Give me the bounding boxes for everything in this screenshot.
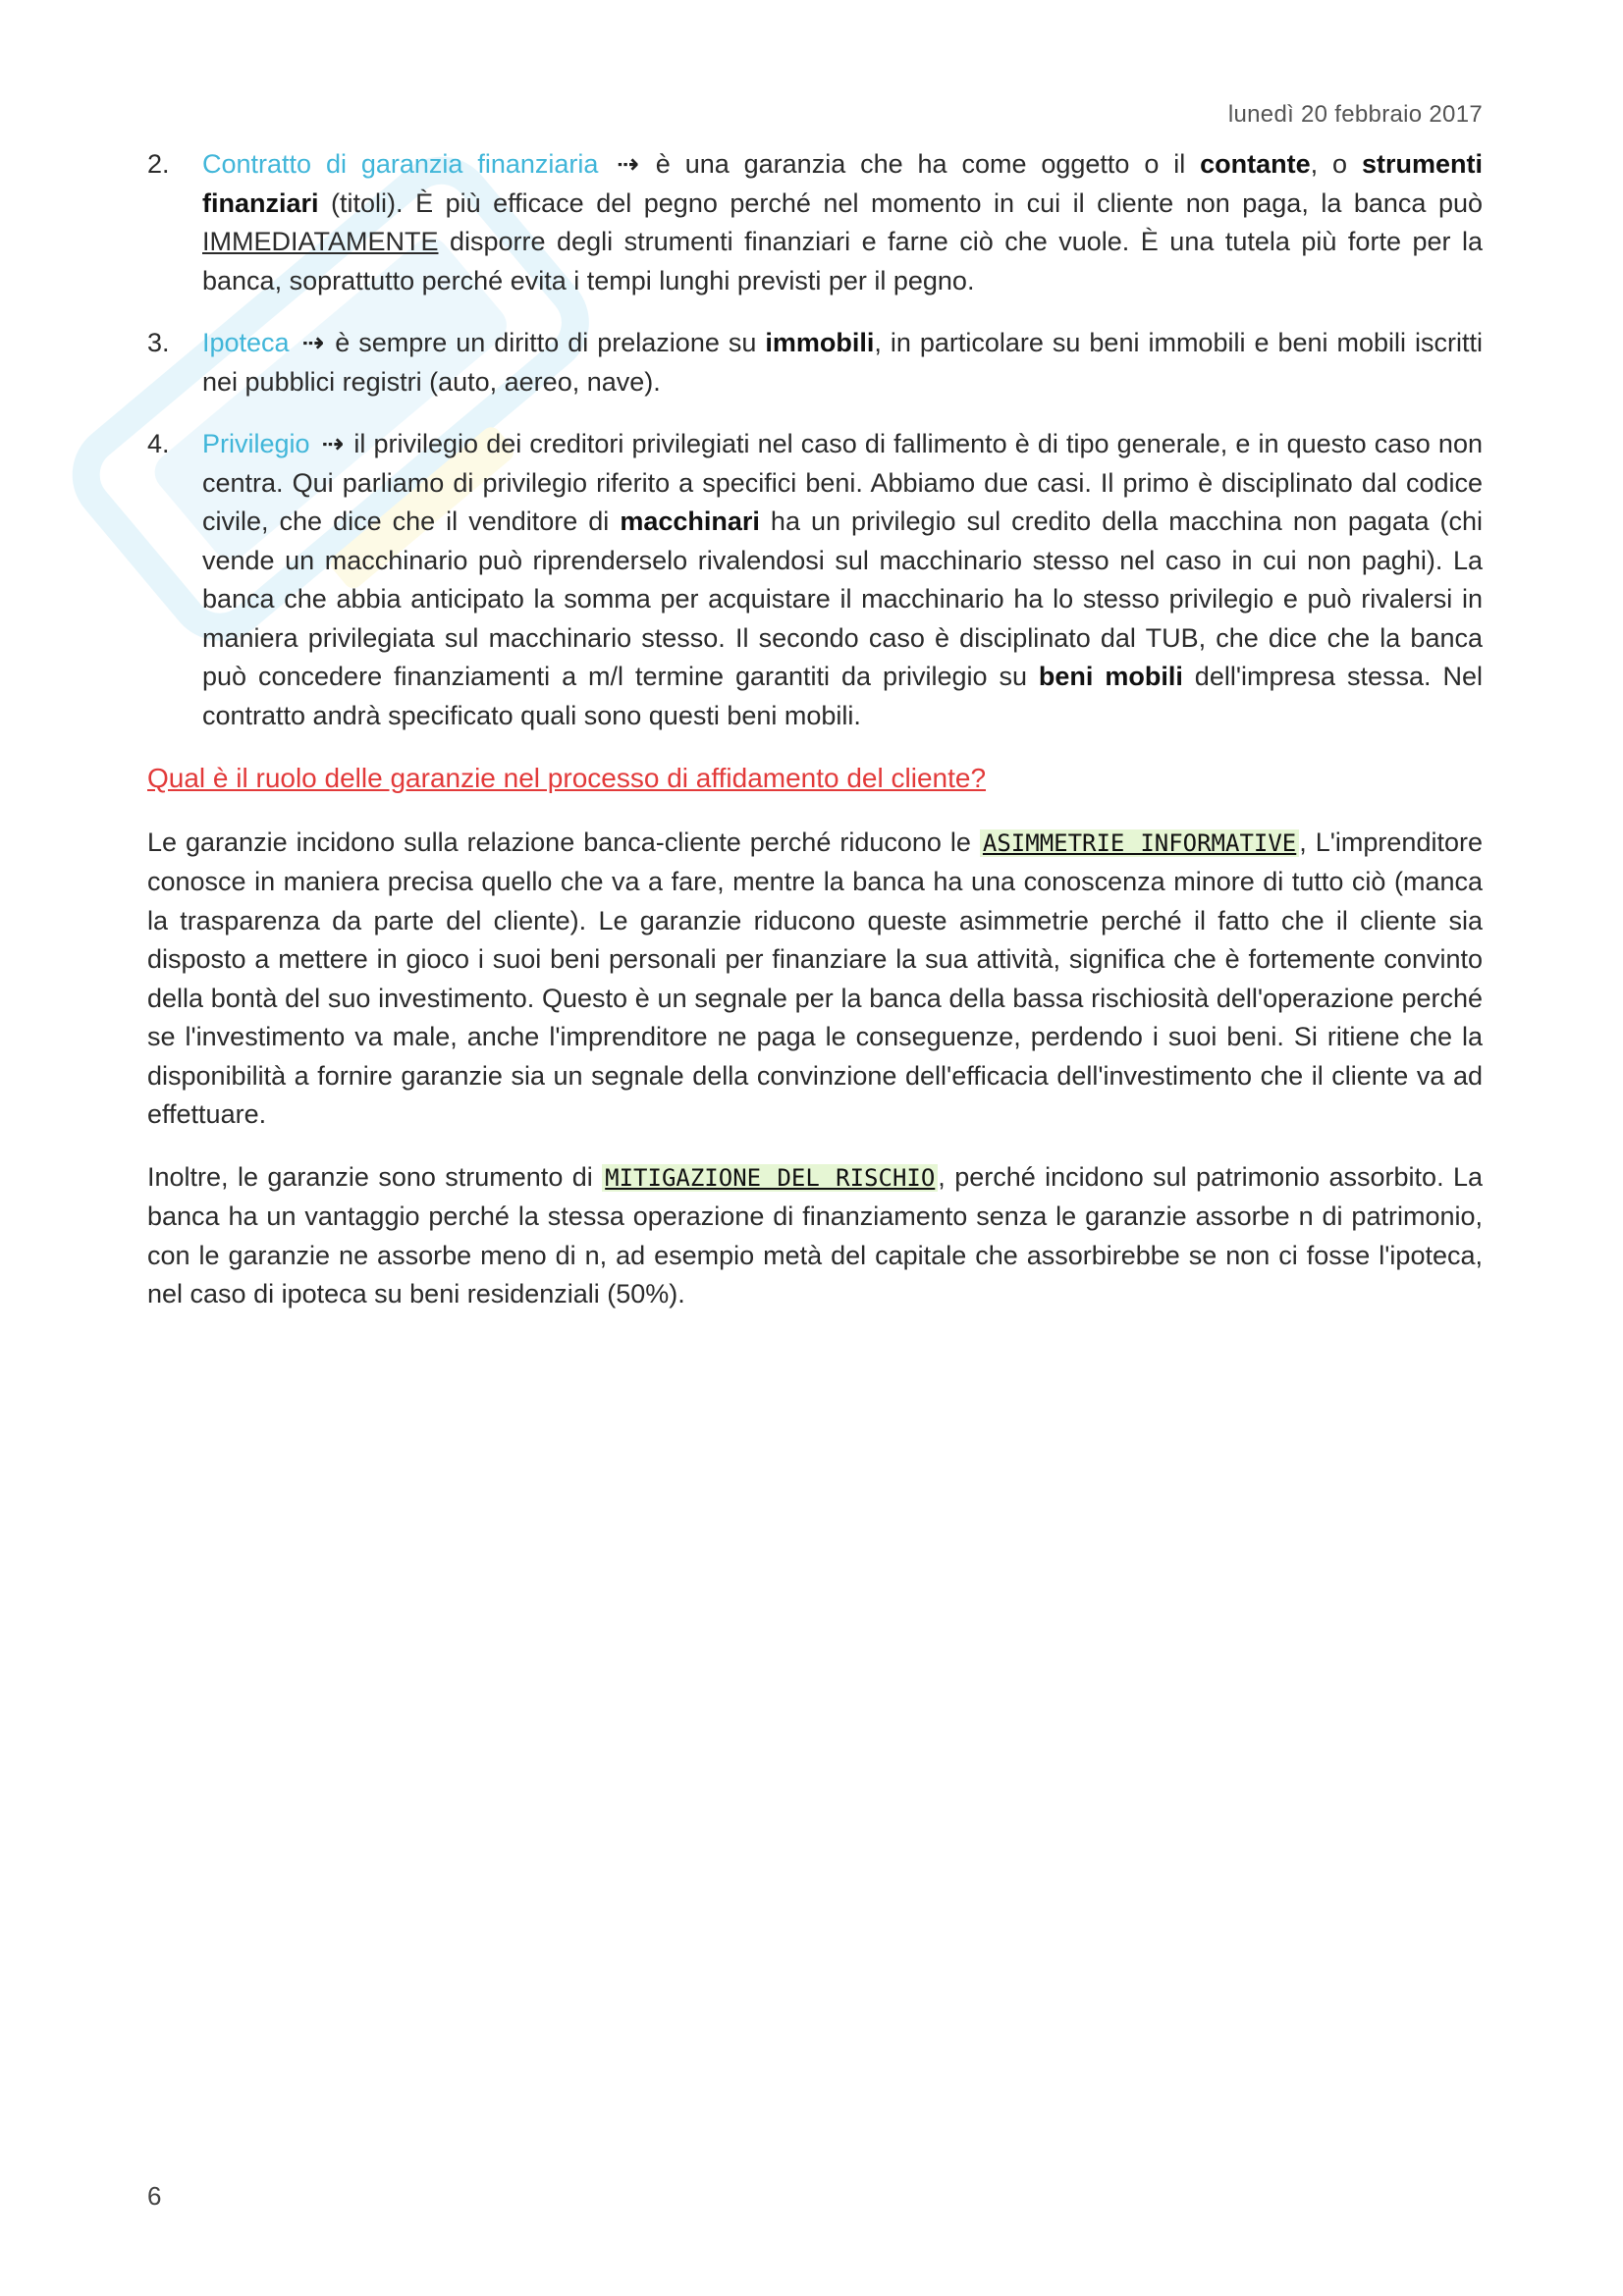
text-span: , L'imprenditore conosce in maniera precisa quello che va a fare, mentre la banca ha una conoscenza minore di tutto ciò (manca la trasparenza da parte del cliente). Le garanzie riducono queste asimmetrie perché il fatto che il cliente sia disposto a mettere in gioco i suoi beni personali per finanziare la sua attività, significa che è fortemente convinto della bontà del suo investimento. Questo è un segnale per la banca della bassa rischiosità dell'operazione perché se l'investimento va male, anche l'imprenditore ne paga le conseguenze, perdendo i suoi beni. Si ritiene che la disponibilità a fornire garanzie sia un segnale della convinzione dell'efficacia dell'investimento che il cliente va ad effettuare.	[147, 827, 1483, 1129]
text-span: , o	[1310, 149, 1362, 179]
document-date: lunedì 20 febbraio 2017	[1227, 101, 1483, 128]
paragraph-mitigazione	[147, 1158, 1483, 1314]
list-number: 2.	[147, 149, 170, 179]
text-span: , perché incidono sul patrimonio assorbito. La banca ha un vantaggio perché la stessa operazione di finanziamento senza le garanzie assorbe n di patrimonio, con le garanzie ne assorbe meno di n, ad esempio metà del capitale che assorbirebbe se non ci fosse l'ipoteca, nel caso di ipoteca su beni residenziali (50%).	[147, 1161, 1484, 1308]
underlined-term: IMMEDIATAMENTE	[202, 227, 439, 256]
list-number: 3.	[147, 328, 170, 357]
list-item-text	[202, 145, 1483, 300]
arrow-icon: ⇢	[301, 328, 323, 357]
list-item-2	[147, 145, 1483, 300]
highlighted-term: MITIGAZIONE DEL RISCHIO	[602, 1164, 938, 1192]
text-span: Le garanzie incidono sulla relazione banca-cliente perché riducono le	[147, 827, 980, 857]
list-item-4	[147, 425, 1483, 735]
list-item-3	[147, 324, 1483, 401]
bold-term: strumenti finanziari	[202, 149, 1483, 218]
bold-term: beni mobili	[1038, 662, 1183, 691]
bold-term: macchinari	[620, 507, 760, 536]
bold-term: immobili	[765, 328, 875, 357]
term-label: Ipoteca	[202, 328, 290, 357]
page-number: 6	[147, 2181, 162, 2211]
text-span: Inoltre, le garanzie sono strumento di	[147, 1161, 603, 1192]
text-span: dell'impresa stessa. Nel contratto andrà specificato quali sono questi beni mobili.	[202, 662, 1483, 730]
text-span: il privilegio dei creditori privilegiati nel caso di fallimento è di tipo generale, e in questo caso non centra. Qui parliamo di privilegio riferito a specifici beni. Abbiamo due casi. Il primo è disciplinato dal codice civile, che dice che il venditore di	[202, 429, 1483, 536]
text-span: , in particolare su beni immobili e beni mobili iscritti nei pubblici registri (auto, aereo, nave).	[202, 328, 1483, 397]
list-item-text	[202, 425, 1483, 735]
arrow-icon: ⇢	[321, 429, 343, 458]
document-body	[147, 145, 1483, 1338]
text-span: è sempre un diritto di prelazione su	[326, 328, 766, 357]
bold-term: contante	[1200, 149, 1311, 179]
text-span: disporre degli strumenti finanziari e farne ciò che vuole. È una tutela più forte per la banca, soprattutto perché evita i tempi lunghi previsti per il pegno.	[202, 227, 1483, 295]
list-item-text	[202, 324, 1483, 401]
section-question: Qual è il ruolo delle garanzie nel processo di affidamento del cliente?	[147, 763, 987, 793]
term-label: Contratto di garanzia finanziaria	[202, 149, 599, 179]
list-number: 4.	[147, 429, 170, 458]
text-span: ha un privilegio sul credito della macchina non pagata (chi vende un macchinario può riprenderselo rivalendosi sul macchinario stesso nel caso in cui non paghi). La banca che abbia anticipato la somma per acquistare il macchinario ha lo stesso privilegio e può rivalersi in maniera privilegiata sul macchinario stesso. Il secondo caso è disciplinato dal TUB, che dice che la banca può concedere finanziamenti a m/l termine garantiti da privilegio su	[202, 507, 1483, 691]
arrow-icon: ⇢	[617, 149, 637, 179]
highlighted-term: ASIMMETRIE INFORMATIVE	[980, 829, 1299, 857]
text-span: (titoli). È più efficace del pegno perché nel momento in cui il cliente non paga, la banca può	[318, 187, 1483, 218]
paragraph-asimmetrie	[147, 824, 1483, 1135]
term-label: Privilegio	[202, 429, 310, 458]
text-span: è una garanzia che ha come oggetto o il	[640, 149, 1201, 179]
